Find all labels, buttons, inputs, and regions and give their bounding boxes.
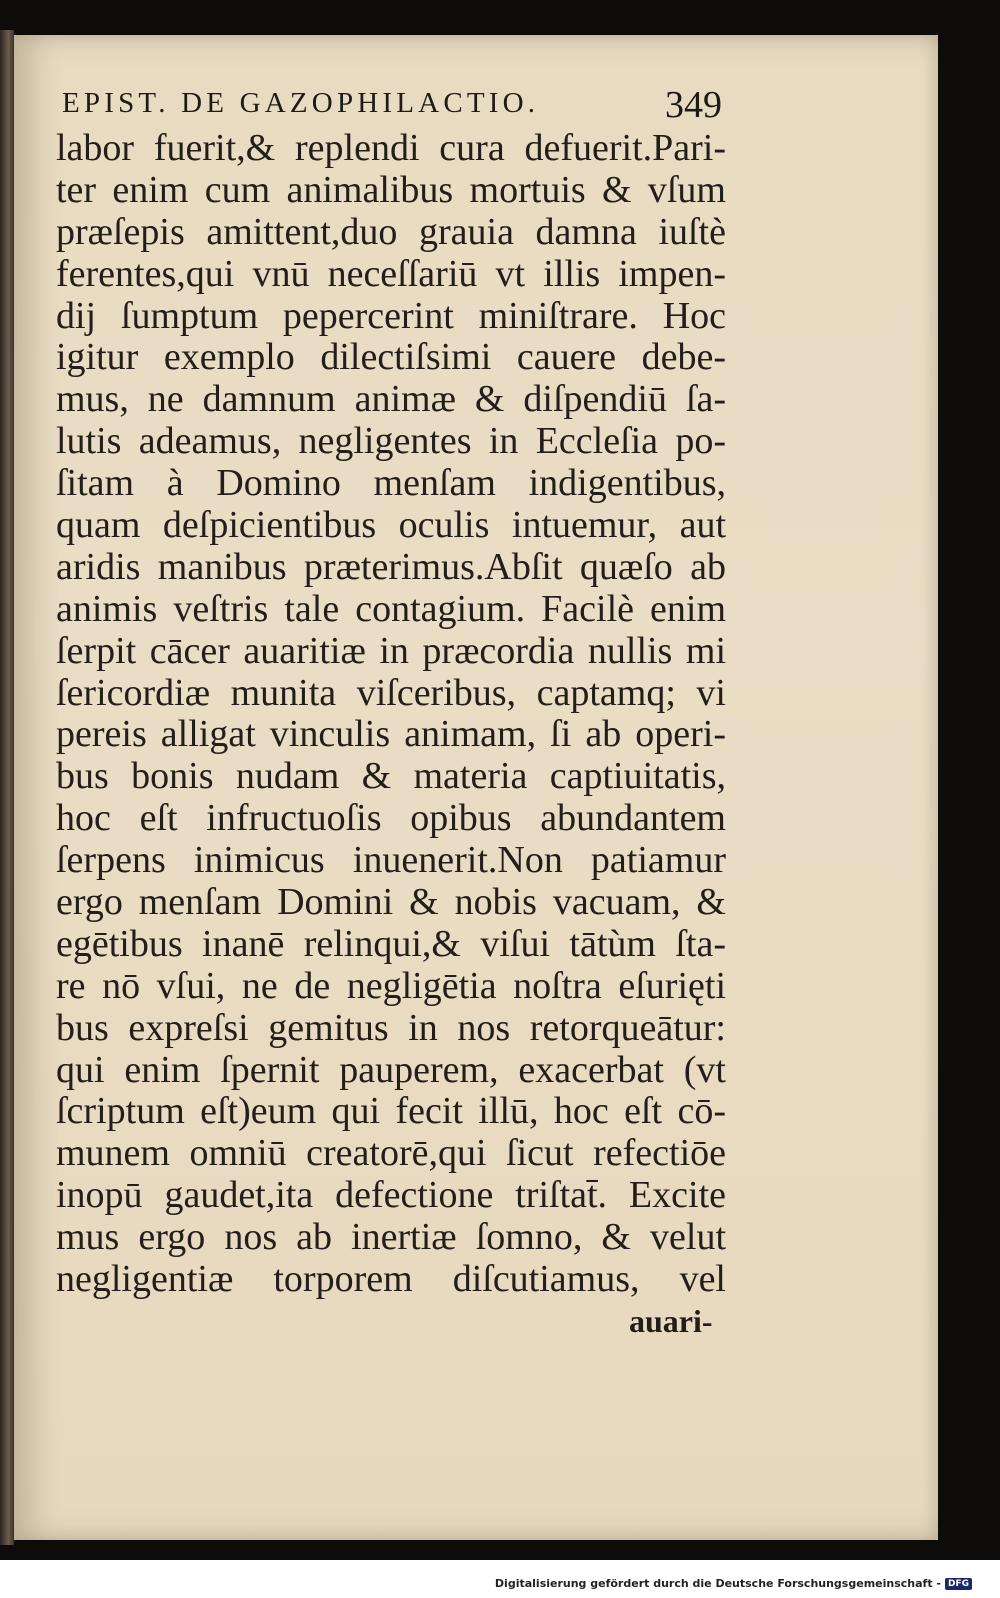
- text-line: negligentiæ torporem diſcutiamus, vel: [56, 1258, 726, 1301]
- text-line: quam deſpicientibus oculis intuemur, aut: [56, 504, 726, 547]
- text-line: qui enim ſpernit pauperem, exacerbat (vt: [56, 1048, 726, 1091]
- text-line: ferentes,qui vnū neceſſariū vt illis impen-: [56, 252, 726, 295]
- text-line: igitur exemplo dilectiſsimi cauere debe-: [56, 336, 726, 379]
- text-line: egētibus inanē relinqui,& viſui tātùm ſta-: [56, 922, 726, 965]
- text-line: ſerpit cācer auaritiæ in præcordia nullis mi: [56, 629, 726, 672]
- book-spine-edge: [0, 30, 14, 1545]
- text-line: ſerpens inimicus inuenerit.Non patiamur: [56, 839, 726, 882]
- credit-text: Digitalisierung gefördert durch die Deutsche Forschungsgemeinschaft -: [494, 1577, 941, 1590]
- text-line: re nō vſui, ne de negligētia noſtra eſurięti: [56, 964, 726, 1007]
- text-line: bus bonis nudam & materia captiuitatis,: [56, 755, 726, 798]
- text-line: ſericordiæ munita viſceribus, captamq; vi: [56, 671, 726, 714]
- text-line: mus ergo nos ab inertiæ ſomno, & velut: [56, 1216, 726, 1259]
- text-line: labor fuerit,& replendi cura defuerit.Pari-: [56, 127, 726, 169]
- text-line: pereis alligat vinculis animam, ſi ab operi-: [56, 713, 726, 756]
- dfg-logo[interactable]: DFG: [945, 1578, 972, 1590]
- text-line: hoc eſt infructuoſis opibus abundantem: [56, 797, 726, 840]
- text-line: ſcriptum eſt)eum qui fecit illū, hoc eſt cō-: [56, 1090, 726, 1133]
- text-line: præſepis amittent,duo grauia damna iuſtè: [56, 210, 726, 253]
- page-header: [62, 83, 722, 126]
- text-line: bus expreſsi gemitus in nos retorqueātur:: [56, 1006, 726, 1049]
- text-line: aridis manibus præterimus.Abſit quæſo ab: [56, 545, 726, 588]
- catchword: auari-: [629, 1303, 713, 1339]
- text-line: ſitam à Domino menſam indigentibus,: [56, 462, 726, 505]
- digitization-credit: [495, 1577, 972, 1590]
- text-line: ter enim cum animalibus mortuis & vſum: [56, 168, 726, 211]
- text-line: lutis adeamus, negligentes in Eccleſia po-: [56, 420, 726, 463]
- page-number: 349: [665, 84, 722, 126]
- body-text: [56, 128, 726, 1301]
- text-line: inopū gaudet,ita defectione triſtat̄. Excite: [56, 1174, 726, 1217]
- text-line: dij ſumptum pepercerint miniſtrare. Hoc: [56, 294, 726, 337]
- text-line: animis veſtris tale contagium. Facilè enim: [56, 587, 726, 630]
- text-line: munem omniū creatorē,qui ſicut refectiōe: [56, 1132, 726, 1175]
- text-line: ergo menſam Domini & nobis vacuam, &: [56, 881, 726, 924]
- running-head: EPIST. DE GAZOPHILACTIO.: [62, 87, 540, 119]
- text-line: mus, ne damnum animæ & diſpendiū ſa-: [56, 378, 726, 421]
